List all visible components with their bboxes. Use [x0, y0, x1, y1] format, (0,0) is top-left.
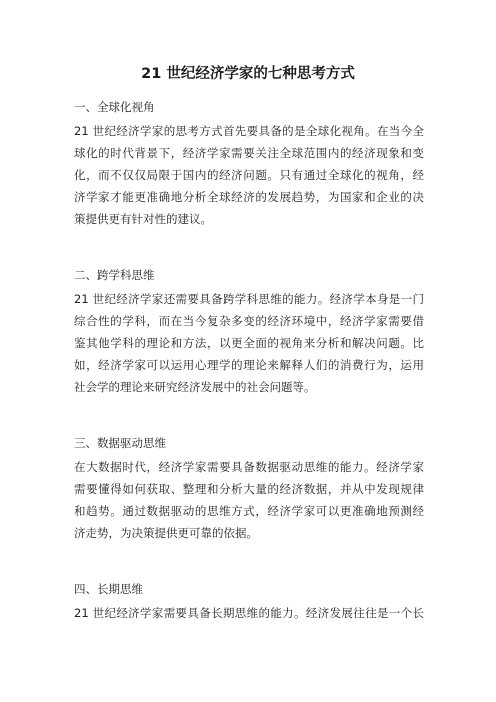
section-heading-long-term: 四、长期思维 [74, 582, 143, 596]
paragraph-line: 社会学的理论来研究经济发展中的社会问题等。 [74, 380, 316, 394]
section-heading-global-perspective: 一、全球化视角 [74, 100, 155, 114]
section-paragraph-global-perspective [74, 120, 424, 230]
section-heading-interdisciplinary: 二、跨学科思维 [74, 268, 155, 282]
section-paragraph-long-term [74, 602, 424, 624]
paragraph-line: 化，而不仅仅局限于国内的经济问题。只有通过全球化的视角，经 [74, 168, 424, 182]
paragraph-line: 在大数据时代，经济学家需要具备数据驱动思维的能力。经济学家 [74, 460, 424, 474]
section-paragraph-data-driven [74, 456, 424, 544]
section-paragraph-interdisciplinary [74, 288, 424, 398]
paragraph-line: 济学家才能更准确地分析全球经济的发展趋势，为国家和企业的决 [74, 190, 424, 204]
paragraph-line: 鉴其他学科的理论和方法，以更全面的视角来分析和解决问题。比 [74, 336, 424, 350]
section-heading-data-driven: 三、数据驱动思维 [74, 436, 166, 450]
paragraph-line: 如，经济学家可以运用心理学的理论来解释人们的消费行为，运用 [74, 358, 424, 372]
paragraph-line: 济走势，为决策提供更可靠的依据。 [74, 526, 258, 540]
paragraph-line: 21 世纪经济学家需要具备长期思维的能力。经济发展往往是一个长 [74, 606, 424, 620]
paragraph-line: 策提供更有针对性的建议。 [74, 212, 212, 226]
paragraph-line: 21 世纪经济学家还需要具备跨学科思维的能力。经济学本身是一门 [74, 292, 424, 306]
document-title: 21 世纪经济学家的七种思考方式 [141, 66, 355, 82]
paragraph-line: 球化的时代背景下，经济学家需要关注全球范围内的经济现象和变 [74, 146, 424, 160]
paragraph-line: 综合性的学科，而在当今复杂多变的经济环境中，经济学家需要借 [74, 314, 424, 328]
paragraph-line: 需要懂得如何获取、整理和分析大量的经济数据，并从中发现规律 [74, 482, 424, 496]
paragraph-line: 21 世纪经济学家的思考方式首先要具备的是全球化视角。在当今全 [74, 124, 424, 138]
paragraph-line: 和趋势。通过数据驱动的思维方式，经济学家可以更准确地预测经 [74, 504, 424, 518]
